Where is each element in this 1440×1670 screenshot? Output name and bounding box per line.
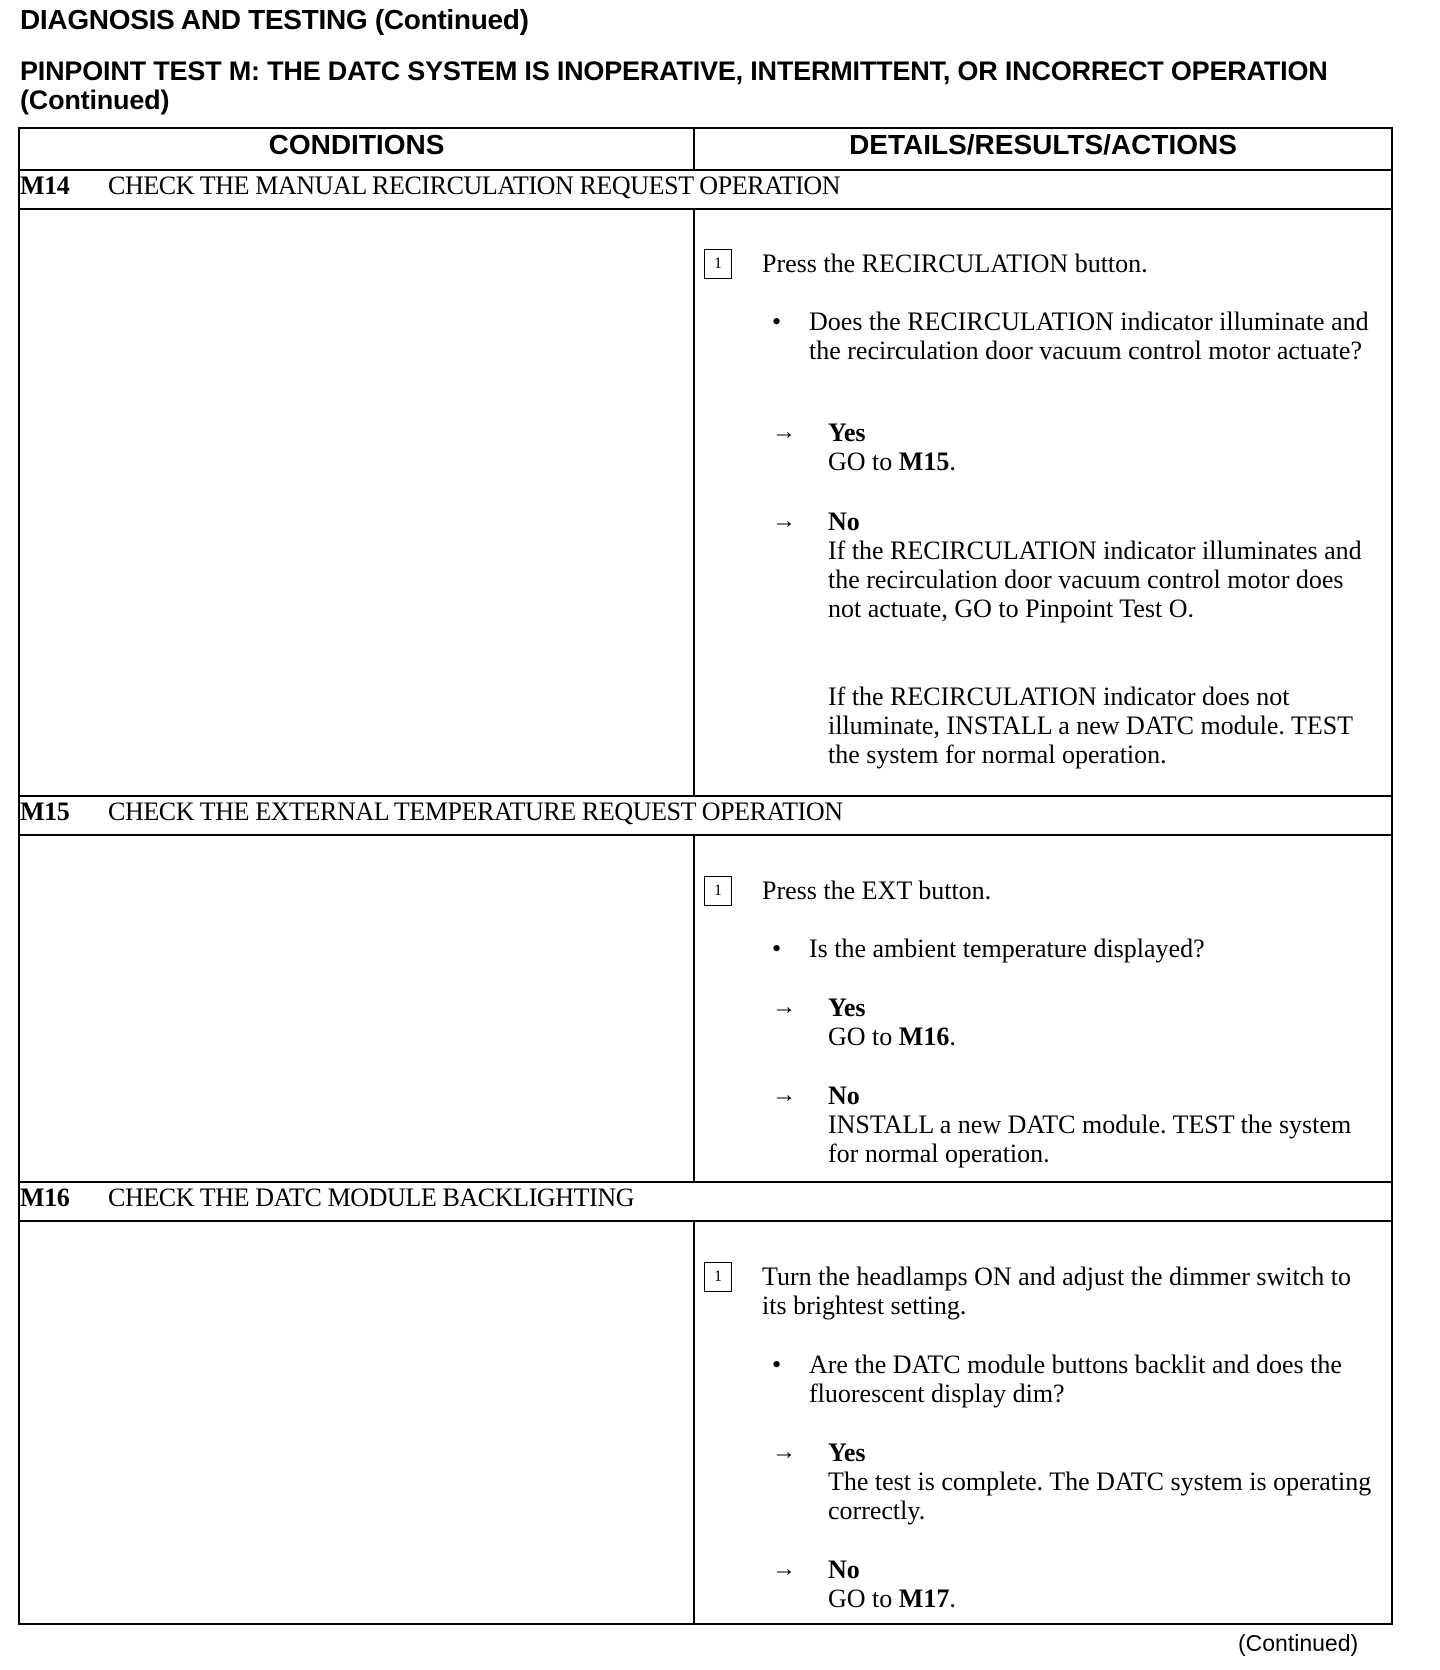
step-m15-details-cell: [694, 835, 1392, 1182]
step-m14-question: Does the RECIRCULATION indicator illuminate and the recirculation door vacuum control motor actuate?: [809, 307, 1369, 365]
step-m15-id: M15: [20, 797, 70, 826]
right-arrow-icon: →: [772, 994, 796, 1020]
step-m15-conditions-cell: [19, 835, 694, 1182]
step-m15-action: Press the EXT button.: [762, 876, 992, 905]
step-m14-no-action-2: If the RECIRCULATION indicator does not illuminate, INSTALL a new DATC module. TEST the system for normal operation.: [828, 682, 1353, 769]
step-m16-yes-label: Yes: [828, 1438, 866, 1467]
step-number-box: 1: [704, 249, 732, 279]
step-m14-header: [19, 170, 1392, 209]
page-heading: DIAGNOSIS AND TESTING (Continued): [20, 4, 529, 35]
step-m14-details-cell: [694, 209, 1392, 796]
pinpoint-test-table: [18, 127, 1393, 1625]
step-number-box: 1: [704, 1262, 732, 1292]
right-arrow-icon: →: [772, 419, 796, 445]
step-m15-question: Is the ambient temperature displayed?: [809, 934, 1205, 963]
right-arrow-icon: →: [772, 508, 796, 534]
step-m15-header: [19, 796, 1392, 835]
step-m14-id: M14: [20, 171, 70, 200]
continued-footer: (Continued): [1238, 1630, 1359, 1656]
step-m16-title: CHECK THE DATC MODULE BACKLIGHTING: [108, 1183, 635, 1212]
step-m16-yes-action: The test is complete. The DATC system is operating correctly.: [828, 1467, 1372, 1525]
step-m16-question: Are the DATC module buttons backlit and does the fluorescent display dim?: [809, 1350, 1342, 1408]
step-m14-header-row: [19, 170, 1392, 209]
bullet-icon: •: [772, 1350, 782, 1379]
step-m14-title: CHECK THE MANUAL RECIRCULATION REQUEST OPERATION: [108, 171, 841, 200]
bullet-icon: •: [772, 307, 782, 336]
step-m16-id: M16: [20, 1183, 70, 1212]
step-m14-action: Press the RECIRCULATION button.: [762, 249, 1148, 278]
step-m16-details-cell: [694, 1221, 1392, 1624]
step-m16-no-label: No: [828, 1555, 860, 1584]
step-m16-header: [19, 1182, 1392, 1221]
right-arrow-icon: →: [772, 1439, 796, 1465]
step-m15-body-row: [19, 835, 1392, 1182]
step-m14-yes-action: GO to M15.: [828, 447, 956, 476]
step-m15-no-action: INSTALL a new DATC module. TEST the system for normal operation.: [828, 1110, 1352, 1168]
step-m16-header-row: [19, 1182, 1392, 1221]
step-m15-yes-label: Yes: [828, 993, 866, 1022]
step-m15-header-row: [19, 796, 1392, 835]
conditions-header: CONDITIONS: [19, 128, 694, 170]
table-header-row: [19, 128, 1392, 170]
step-m14-conditions-cell: [19, 209, 694, 796]
step-m16-conditions-cell: [19, 1221, 694, 1624]
step-m14-no-label: No: [828, 507, 860, 536]
step-m16-no-action: GO to M17.: [828, 1584, 956, 1613]
step-m14-body-row: [19, 209, 1392, 796]
pinpoint-test-title: PINPOINT TEST M: THE DATC SYSTEM IS INOPERATIVE, INTERMITTENT, OR INCORRECT OPERATION (Continued): [20, 56, 1328, 115]
right-arrow-icon: →: [772, 1082, 796, 1108]
step-m14-yes-label: Yes: [828, 418, 866, 447]
step-m15-yes-action: GO to M16.: [828, 1022, 956, 1051]
details-header: DETAILS/RESULTS/ACTIONS: [694, 128, 1392, 170]
bullet-icon: •: [772, 934, 782, 963]
step-m15-no-label: No: [828, 1081, 860, 1110]
step-number-box: 1: [704, 876, 732, 906]
right-arrow-icon: →: [772, 1556, 796, 1582]
step-m15-title: CHECK THE EXTERNAL TEMPERATURE REQUEST OPERATION: [108, 797, 843, 826]
step-m16-body-row: [19, 1221, 1392, 1624]
step-m14-no-action-1: If the RECIRCULATION indicator illuminates and the recirculation door vacuum control motor does not actuate, GO to Pinpoint Test O.: [828, 536, 1362, 623]
step-m16-action: Turn the headlamps ON and adjust the dimmer switch to its brightest setting.: [762, 1262, 1352, 1320]
